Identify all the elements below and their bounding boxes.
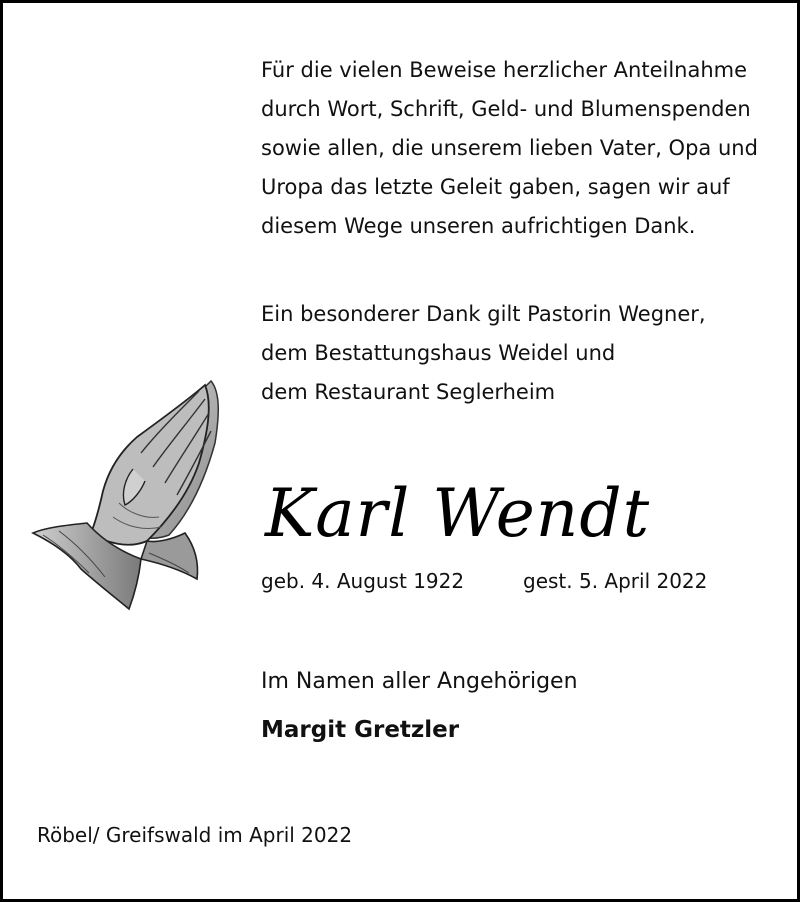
special-thanks-line: Ein besonderer Dank gilt Pastorin Wegner, — [261, 302, 706, 326]
thanks-line: Uropa das letzte Geleit gaben, sagen wir auf — [261, 175, 730, 199]
thanks-line: sowie allen, die unserem lieben Vater, Opa und — [261, 136, 758, 160]
deceased-name: Karl Wendt — [265, 475, 651, 552]
special-thanks-line: dem Restaurant Seglerheim — [261, 380, 556, 404]
thanks-line: diesem Wege unseren aufrichtigen Dank. — [261, 214, 696, 238]
birth-date: geb. 4. August 1922 — [261, 569, 465, 593]
thanks-line: durch Wort, Schrift, Geld- und Blumenspenden — [261, 97, 751, 121]
thanks-paragraph — [261, 51, 781, 246]
mourners-intro: Im Namen aller Angehörigen — [261, 669, 578, 694]
thanks-line: Für die vielen Beweise herzlicher Anteilnahme — [261, 58, 748, 82]
death-date: gest. 5. April 2022 — [523, 569, 708, 593]
special-thanks-line: dem Bestattungshaus Weidel und — [261, 341, 616, 365]
place-and-date: Röbel/ Greifswald im April 2022 — [37, 823, 353, 847]
special-thanks-paragraph — [261, 295, 781, 412]
signatory-name: Margit Gretzler — [261, 717, 460, 743]
praying-hands-icon — [29, 373, 229, 618]
